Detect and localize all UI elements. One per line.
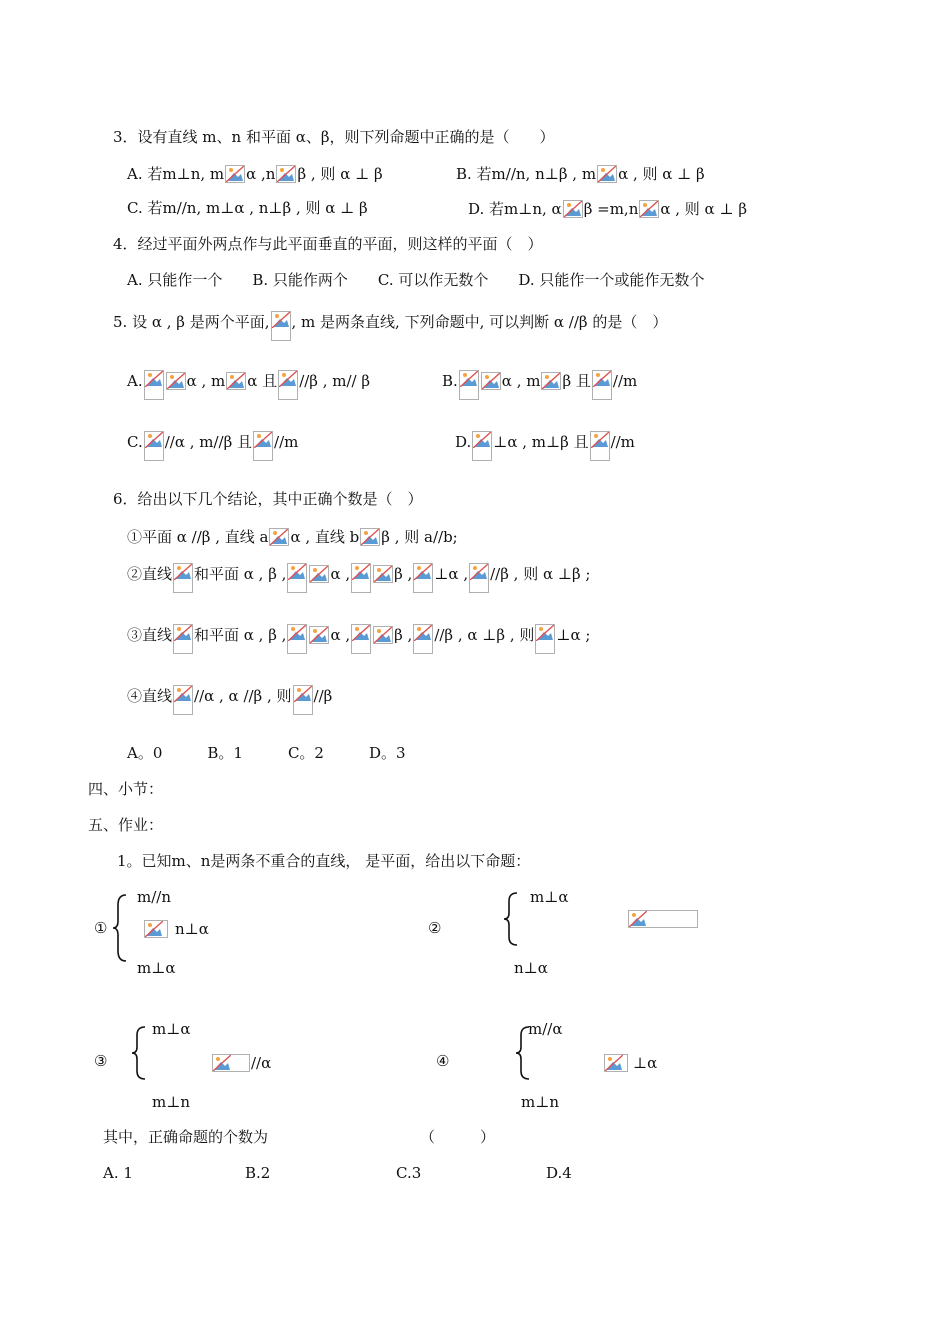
- text: α ,: [330, 565, 351, 583]
- broken-image-icon: [226, 372, 246, 390]
- text: 5. 设 α , β 是两个平面,: [113, 313, 270, 331]
- prop3-top: m⊥α: [152, 1020, 191, 1038]
- broken-image-icon: [269, 528, 289, 546]
- broken-image-icon: [144, 370, 164, 400]
- q4-options: A. 只能作一个 B. 只能作两个 C. 可以作无数个 D. 只能作一个或能作无数个: [127, 271, 705, 289]
- text: A.: [127, 372, 143, 390]
- q6-statement-1: [127, 526, 458, 547]
- text: //m: [274, 433, 299, 451]
- brace-symbol: [131, 1025, 147, 1081]
- q5-option-a: [127, 370, 370, 400]
- brace-symbol: [112, 893, 128, 963]
- hw1-option-d: D.4: [546, 1164, 572, 1182]
- text: α , 则 α ⊥ β: [660, 200, 748, 218]
- broken-image-icon: [360, 528, 380, 546]
- text: //β , α ⊥β , 则: [434, 626, 535, 644]
- text: C.: [127, 433, 143, 451]
- prop2-bottom: n⊥α: [514, 959, 548, 977]
- broken-image-icon: [144, 431, 164, 461]
- broken-image-icon: [590, 431, 610, 461]
- hw1-option-a: A. 1: [103, 1164, 133, 1182]
- broken-image-icon: [253, 431, 273, 461]
- broken-image-icon: [592, 370, 612, 400]
- text: D. 若m⊥n, α: [468, 200, 562, 218]
- broken-image-icon: [413, 563, 433, 593]
- broken-image-icon: [271, 311, 291, 341]
- text: β =m,n: [583, 200, 639, 218]
- broken-image-icon: [309, 626, 329, 644]
- text: //β: [313, 687, 333, 705]
- broken-image-icon: [309, 565, 329, 583]
- text: α 且: [247, 372, 278, 390]
- text: β , 则 α ⊥ β: [297, 165, 383, 183]
- prop2-top: m⊥α: [530, 888, 569, 906]
- text: α , 直线 b: [290, 528, 360, 546]
- text: //m: [610, 433, 635, 451]
- q6-statement-3: [127, 624, 590, 654]
- broken-image-icon: [563, 200, 583, 218]
- q6-statement-4: [127, 685, 332, 715]
- text: B. 若m//n, n⊥β , m: [456, 165, 597, 183]
- text: D.: [455, 433, 472, 451]
- broken-image-icon: [166, 372, 186, 390]
- broken-image-icon: [373, 565, 393, 583]
- q6-stem: 6．给出以下几个结论，其中正确个数是（ ）: [113, 490, 423, 508]
- text: A. 若m⊥n, m: [127, 165, 225, 183]
- text: //β , m// β: [299, 372, 371, 390]
- prop2-result: [627, 908, 699, 928]
- broken-image-icon: [373, 626, 393, 644]
- prop4-top: m//α: [528, 1020, 563, 1038]
- text: //α , α //β , 则: [194, 687, 292, 705]
- broken-image-icon: [604, 1054, 628, 1072]
- q3-stem: 3．设有直线 m、n 和平面 α、β，则下列命题中正确的是（ ）: [113, 128, 555, 146]
- text: α ,: [330, 626, 351, 644]
- broken-image-icon: [535, 624, 555, 654]
- text: //α: [251, 1054, 272, 1072]
- section-homework: 五、作业：: [88, 816, 164, 834]
- broken-image-icon: [287, 624, 307, 654]
- prop4-bottom: m⊥n: [521, 1093, 559, 1111]
- broken-image-icon: [173, 685, 193, 715]
- hw1-stem: 1。已知m、n是两条不重合的直线， 是平面，给出以下命题：: [117, 852, 531, 870]
- broken-image-icon: [173, 624, 193, 654]
- broken-image-icon: [459, 370, 479, 400]
- hw1-option-b: B.2: [245, 1164, 271, 1182]
- section-summary: 四、小节：: [88, 780, 164, 798]
- broken-image-icon: [351, 624, 371, 654]
- text: β , 则 a//b;: [381, 528, 458, 546]
- prop3-bottom: m⊥n: [152, 1093, 190, 1111]
- prop1-bottom: m⊥α: [137, 959, 176, 977]
- text: ⊥α , m⊥β 且: [493, 433, 589, 451]
- broken-image-icon: [276, 165, 296, 183]
- broken-image-icon: [287, 563, 307, 593]
- text: 和平面 α , β ,: [194, 626, 287, 644]
- broken-image-icon: [541, 372, 561, 390]
- broken-image-icon: [472, 431, 492, 461]
- broken-image-icon: [639, 200, 659, 218]
- text: α , m: [186, 372, 226, 390]
- text: 和平面 α , β ,: [194, 565, 287, 583]
- text: α ,n: [246, 165, 276, 183]
- broken-image-icon: [351, 563, 371, 593]
- q5-option-c: [127, 431, 298, 461]
- broken-image-icon: [173, 563, 193, 593]
- prop4-result: [603, 1052, 657, 1073]
- q3-option-a: [127, 163, 383, 184]
- prop2-number: ②: [428, 919, 442, 937]
- text: ②直线: [127, 565, 173, 583]
- hw1-option-c: C.3: [396, 1164, 422, 1182]
- text: ①平面 α //β , 直线 a: [127, 528, 269, 546]
- prop4-number: ④: [436, 1052, 450, 1070]
- q3-option-d: [468, 198, 747, 219]
- text: ③直线: [127, 626, 173, 644]
- text: //α , m//β 且: [164, 433, 253, 451]
- prop1-top: m//n: [137, 888, 171, 906]
- text: β 且: [562, 372, 591, 390]
- answer-paren: （ ）: [420, 1128, 496, 1146]
- text: //m: [612, 372, 638, 390]
- text: n⊥α: [175, 920, 209, 938]
- hw1-question: 其中，正确命题的个数为: [103, 1128, 269, 1146]
- text: ⊥α: [633, 1054, 658, 1072]
- broken-image-icon: [481, 372, 501, 390]
- q6-options: A。0 B。1 C。2 D。3: [127, 744, 406, 762]
- q6-statement-2: [127, 563, 590, 593]
- q5-option-d: [455, 431, 635, 461]
- q3-option-c: C. 若m//n, m⊥α , n⊥β , 则 α ⊥ β: [127, 199, 368, 217]
- text: β ,: [394, 565, 413, 583]
- text: B.: [442, 372, 458, 390]
- text: ⊥α ;: [556, 626, 591, 644]
- broken-image-icon: [597, 165, 617, 183]
- broken-image-icon: [628, 910, 698, 928]
- broken-image-icon: [225, 165, 245, 183]
- text: ④直线: [127, 687, 173, 705]
- prop1-number: ①: [94, 919, 108, 937]
- q5-option-b: [442, 370, 637, 400]
- text: ⊥α ,: [434, 565, 469, 583]
- text: α , 则 α ⊥ β: [618, 165, 705, 183]
- broken-image-icon: [469, 563, 489, 593]
- q3-option-b: [456, 163, 705, 184]
- brace-symbol: [503, 891, 519, 947]
- broken-image-icon: [293, 685, 313, 715]
- q5-stem: [113, 311, 667, 341]
- text: β ,: [394, 626, 413, 644]
- q4-stem: 4．经过平面外两点作与此平面垂直的平面，则这样的平面（ ）: [113, 235, 543, 253]
- prop3-result: [211, 1052, 271, 1073]
- prop3-number: ③: [94, 1052, 108, 1070]
- broken-image-icon: [413, 624, 433, 654]
- broken-image-icon: [144, 920, 168, 938]
- text: , m 是两条直线, 下列命题中, 可以判断 α //β 的是（ ）: [291, 313, 668, 331]
- broken-image-icon: [212, 1054, 250, 1072]
- broken-image-icon: [278, 370, 298, 400]
- prop1-result: [143, 918, 209, 939]
- text: //β , 则 α ⊥β ;: [490, 565, 591, 583]
- text: α , m: [501, 372, 541, 390]
